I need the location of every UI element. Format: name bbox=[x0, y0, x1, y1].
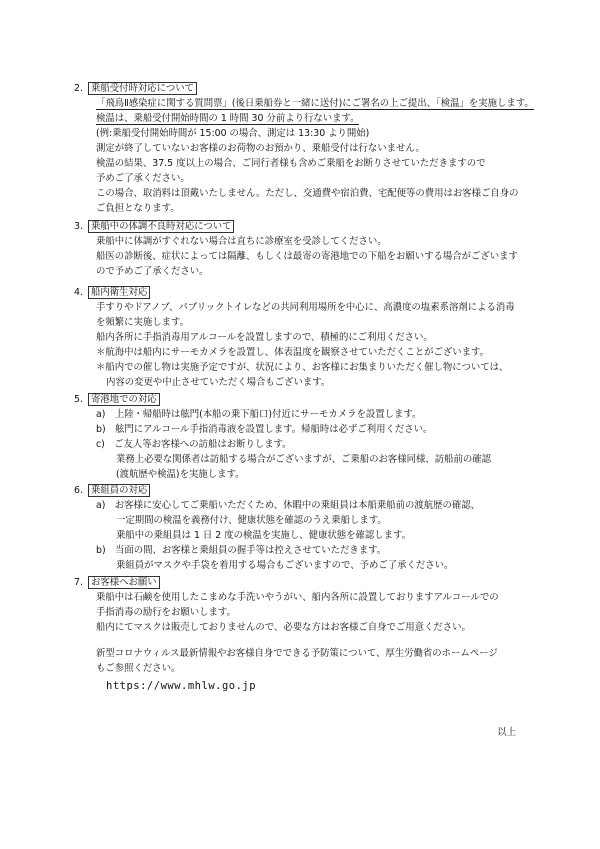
section-5-line-4: 業務上必要な関係者は訪船する場合がございますが、ご乗船のお客様同様、訪船前の確認 bbox=[116, 454, 492, 465]
section-2-line-4: 測定が終了していないお客様のお荷物のお預かり、乗船受付は行ないません。 bbox=[96, 143, 425, 154]
section-4-line-6: 内容の変更や中止させていただく場合もございます。 bbox=[106, 377, 331, 388]
section-4-title: 船内衛生対応 bbox=[88, 286, 150, 299]
section-6-line-2: 一定期間の検温を義務付け、健康状態を確認のうえ乗船します。 bbox=[116, 515, 387, 526]
section-4-line-1: 手すりやドアノブ、パブリックトイレなどの共同利用場所を中心に、高濃度の塩素系溶剤による消毒 bbox=[96, 302, 515, 313]
section-5-line-1: a) 上陸・帰船時は舷門(本船の乗下船口)付近にサーモカメラを設置します。 bbox=[96, 409, 422, 420]
section-5-title: 寄港地での対応 bbox=[88, 393, 160, 406]
section-6-title: 乗組員の対応 bbox=[88, 484, 150, 497]
section-7-number: 7. bbox=[74, 577, 83, 588]
section-2-line-3: (例:乗船受付開始時間が 15:00 の場合、測定は 13:30 より開始) bbox=[96, 128, 370, 139]
section-7-line-1: 乗船中は石鹸を使用したこまめな手洗いやうがい、船内各所に設置しておりますアルコールでの bbox=[96, 592, 499, 603]
section-2-line-1: 「飛鳥Ⅱ感染症に関する質問票」(後日乗船券と一緒に送付)にご署名の上ご提出、「検温」を実施します。 bbox=[96, 98, 534, 109]
section-2-line-2: 検温は、乗船受付開始時間の 1 時間 30 分前より行ないます。 bbox=[96, 113, 360, 124]
section-2-line-5: 検温の結果、37.5 度以上の場合、ご同行者様も含めご乗船をお断りさせていただきますので bbox=[96, 158, 486, 169]
section-3-line-2: 船医の診断後、症状によっては隔離、もしくは最寄の寄港地での下船をお願いする場合がございます bbox=[96, 251, 518, 262]
section-4-line-5: ＊船内での催し物は実施予定ですが、状況により、お客様にお集まりいただく催し物については、 bbox=[96, 362, 509, 373]
mhlw-url-link[interactable]: https://www.mhlw.go.jp bbox=[106, 680, 257, 692]
section-5-line-5: (渡航歴や検温)を実施します。 bbox=[116, 469, 245, 480]
section-4-line-3: 船内各所に手指消毒用アルコールを設置しますので、積極的にご利用ください。 bbox=[96, 332, 433, 343]
section-6-line-3: 乗船中の乗組員は 1 日 2 度の検温を実施し、健康状態を確認します。 bbox=[116, 530, 411, 541]
section-6-line-4: b) 当面の間、お客様と乗組員の握手等は控えさせていただきます。 bbox=[96, 545, 387, 556]
section-7-title: お客様へお願い bbox=[88, 576, 160, 589]
section-6-line-1: a) お客様に安心してご乗船いただくため、休暇中の乗組員は本船乗船前の渡航歴の確認、 bbox=[96, 500, 481, 511]
section-6-line-5: 乗組員がマスクや手袋を着用する場合もございますので、予めご了承ください。 bbox=[116, 560, 454, 571]
section-2-title: 乗船受付時対応について bbox=[88, 82, 197, 95]
section-3-number: 3. bbox=[74, 221, 83, 232]
section-7-line-4: 新型コロナウィルス最新情報やお客様自身でできる予防策について、厚生労働省のホームページ bbox=[96, 648, 498, 659]
section-2-line-6: 予めご了承ください。 bbox=[96, 173, 190, 184]
section-3-title: 乗船中の体調不良時対応について bbox=[88, 220, 234, 233]
section-7-line-2: 手指消毒の励行をお願いします。 bbox=[96, 607, 236, 618]
section-7-line-3: 船内にてマスクは販売しておりませんので、必要な方はお客様ご自身でご用意ください。 bbox=[96, 622, 471, 633]
section-3-line-1: 乗船中に体調がすぐれない場合は直ちに診療室を受診してください。 bbox=[96, 236, 387, 247]
section-4-number: 4. bbox=[74, 287, 83, 298]
section-5-line-2: b) 舷門にアルコール手指消毒液を設置します。帰船時は必ずご利用ください。 bbox=[96, 424, 433, 435]
section-5-number: 5. bbox=[74, 394, 83, 405]
section-2-line-7: この場合、取消料は頂戴いたしません。ただし、交通費や宿泊費、宅配便等の費用はお客様ご自身の bbox=[96, 188, 519, 199]
closing-mark: 以上 bbox=[497, 727, 516, 738]
section-3-line-3: ので予めご了承ください。 bbox=[96, 266, 209, 277]
section-2-line-8: ご負担となります。 bbox=[96, 203, 180, 214]
section-7-line-5: もご参照ください。 bbox=[96, 663, 181, 674]
section-6-number: 6. bbox=[74, 485, 83, 496]
section-4-line-2: を頻繁に実施します。 bbox=[96, 317, 189, 328]
section-2-number: 2. bbox=[74, 83, 83, 94]
section-5-line-3: c) ご友人等お客様への訪船はお断りします。 bbox=[96, 439, 292, 450]
section-4-line-4: ＊航海中は船内にサーモカメラを設置し、体表温度を観察させていただくことがございます。 bbox=[96, 347, 490, 358]
